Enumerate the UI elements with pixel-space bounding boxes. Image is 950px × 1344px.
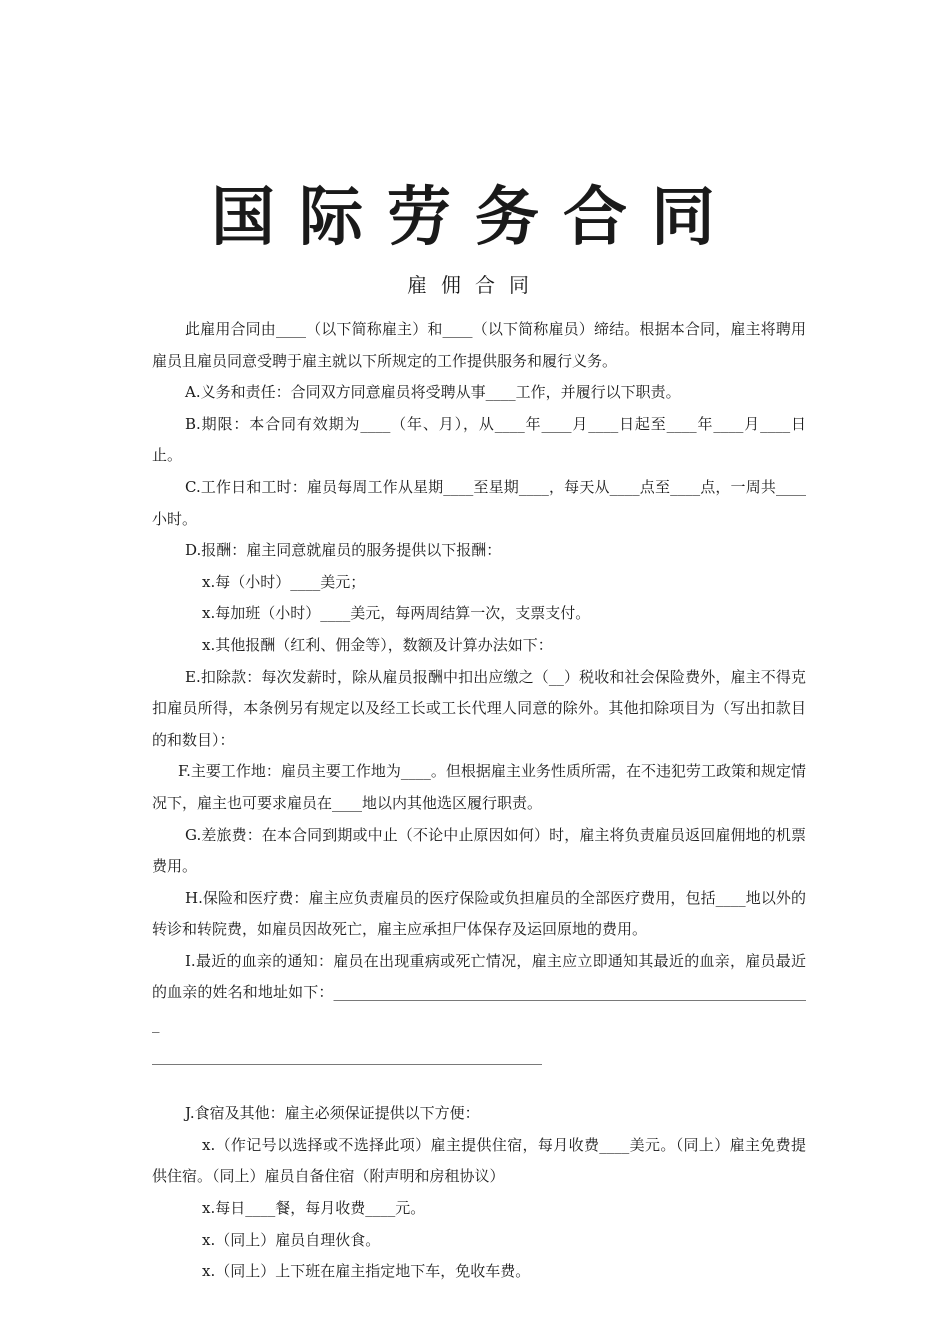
clause-j-item: x.（同上）雇员自理伙食。	[202, 1230, 381, 1249]
clause-i-blank-line: ____________________________________________________	[152, 1046, 542, 1065]
clause-j-item: x.（同上）上下班在雇主指定地下车，免收车费。	[202, 1262, 531, 1281]
clause-e: E.扣除款：每次发薪时，除从雇员报酬中扣出应缴之（__）税收和社会保险费外，雇主不得克扣雇员所得，本条例另有规定以及经工长或工长代理人同意的除外。其他扣除项目为（写出扣款目的和数目）：	[152, 667, 806, 749]
clause-d: D.报酬：雇主同意就雇员的服务提供以下报酬：	[185, 541, 502, 560]
clause-c: C.工作日和工时：雇员每周工作从星期____至星期____，每天从____点至____点，一周共____小时。	[152, 477, 806, 528]
clause-i: I.最近的血亲的通知：雇员在出现重病或死亡情况，雇主应立即通知其最近的血亲，雇员最近的血亲的姓名和地址如下：________________________________________________________________	[152, 951, 806, 1034]
clause-d-item: x.每（小时）____美元；	[202, 572, 366, 591]
clause-d-item: x.每加班（小时）____美元，每两周结算一次，支票支付。	[202, 604, 591, 623]
clause-d-item: x.其他报酬（红利、佣金等），数额及计算办法如下：	[202, 635, 553, 654]
contract-body	[152, 314, 806, 1288]
clause-f: F.主要工作地：雇员主要工作地为____。但根据雇主业务性质所需，在不违犯劳工政策和规定情况下，雇主也可要求雇员在____地以内其他选区履行职责。	[152, 762, 806, 812]
document-subtitle: 雇佣合同	[407, 273, 543, 297]
clause-b: B.期限：本合同有效期为____（年、月），从____年____月____日起至____年____月____日止。	[152, 414, 806, 465]
clause-a: A.义务和责任：合同双方同意雇员将受聘从事____工作，并履行以下职责。	[185, 383, 681, 402]
clause-j-item: x.每日____餐，每月收费____元。	[202, 1199, 426, 1218]
clause-j-item: x.（作记号以选择或不选择此项）雇主提供住宿，每月收费____美元。（同上）雇主免费提供住宿。（同上）雇员自备住宿（附声明和房租协议）	[152, 1135, 806, 1186]
document-title: 国际劳务合同	[211, 181, 739, 255]
clause-g: G.差旅费：在本合同到期或中止（不论中止原因如何）时，雇主将负责雇员返回雇佣地的机票费用。	[152, 825, 806, 876]
intro-paragraph: 此雇用合同由____（以下简称雇主）和____（以下简称雇员）缔结。根据本合同，雇主将聘用雇员且雇员同意受聘于雇主就以下所规定的工作提供服务和履行义务。	[152, 320, 806, 370]
clause-j: J.食宿及其他：雇主必须保证提供以下方便：	[185, 1104, 480, 1123]
spacer	[152, 1072, 806, 1098]
clause-h: H.保险和医疗费：雇主应负责雇员的医疗保险或负担雇员的全部医疗费用，包括____地以外的转诊和转院费，如雇员因故死亡，雇主应承担尸体保存及运回原地的费用。	[152, 888, 806, 939]
